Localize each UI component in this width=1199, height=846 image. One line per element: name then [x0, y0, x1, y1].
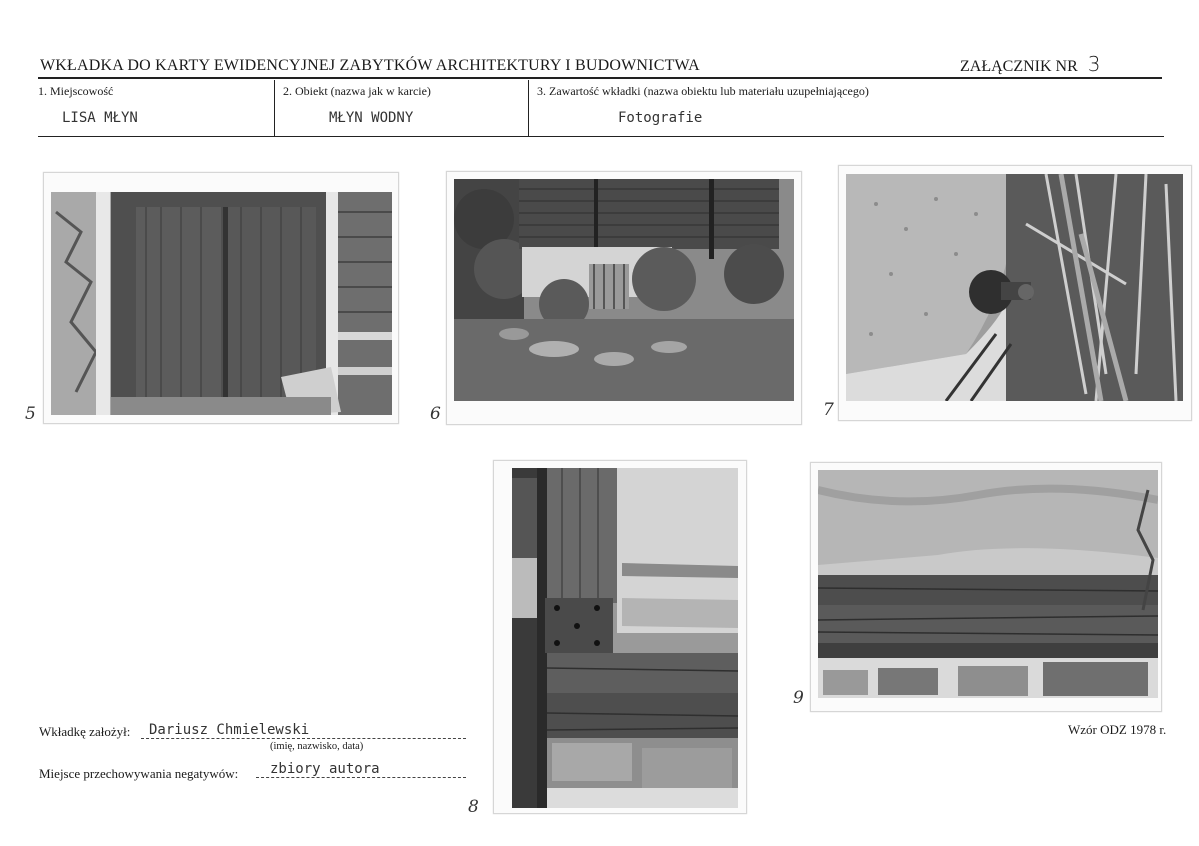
- storage-underline: [256, 777, 466, 778]
- photo-8-corner-joint: [512, 468, 738, 808]
- author-underline: [141, 738, 466, 739]
- object-value: MŁYN WODNY: [329, 110, 414, 126]
- storage-label: Miejsce przechowywania negatywów:: [39, 766, 239, 781]
- photo-7-frame: [838, 165, 1192, 421]
- author-label: Wkładkę założył:: [39, 724, 131, 739]
- photo-5-mill-door: [51, 192, 392, 415]
- storage-value: zbiory autora: [270, 761, 380, 777]
- photo-5-number: 5: [25, 404, 36, 424]
- annex-number: 3: [1087, 52, 1101, 76]
- author-row: [39, 724, 130, 740]
- photo-9-log-wall: [818, 470, 1158, 698]
- header-rule: [38, 77, 1162, 79]
- template-note: Wzór ODZ 1978 r.: [1068, 722, 1167, 737]
- photo-5-frame: [43, 172, 399, 424]
- locality-value: LISA MŁYN: [62, 110, 138, 126]
- content-field: [529, 80, 1159, 136]
- content-label: 3. Zawartość wkładki (nazwa obiektu lub materiału uzupełniającego): [537, 84, 869, 98]
- storage-line: [256, 761, 466, 779]
- content-value: Fotografie: [618, 110, 703, 126]
- object-label: 2. Obiekt (nazwa jak w karcie): [283, 84, 431, 98]
- photo-9-number: 9: [793, 688, 804, 708]
- photo-6-mill-building: [454, 179, 794, 401]
- author-hint: (imię, nazwisko, data): [270, 741, 364, 752]
- photo-6-frame: [446, 171, 802, 425]
- photo-8-frame: [493, 460, 747, 814]
- object-field: [275, 80, 529, 136]
- annex-heading: [960, 52, 1101, 76]
- storage-row: [39, 766, 238, 782]
- locality-field: [38, 80, 275, 136]
- photo-7-number: 7: [823, 400, 834, 420]
- annex-label: ZAŁĄCZNIK NR: [960, 58, 1078, 75]
- author-line: [141, 722, 466, 740]
- photo-9-frame: [810, 462, 1162, 712]
- locality-label: 1. Miejscowość: [38, 84, 114, 98]
- photo-8-number: 8: [468, 797, 479, 817]
- photo-6-number: 6: [430, 404, 441, 424]
- author-value: Dariusz Chmielewski: [149, 722, 310, 738]
- photo-7-millstone-detail: [846, 174, 1183, 401]
- document-title: WKŁADKA DO KARTY EWIDENCYJNEJ ZABYTKÓW ARCHITEKTURY I BUDOWNICTWA: [40, 57, 700, 74]
- fields-row: [38, 80, 1164, 137]
